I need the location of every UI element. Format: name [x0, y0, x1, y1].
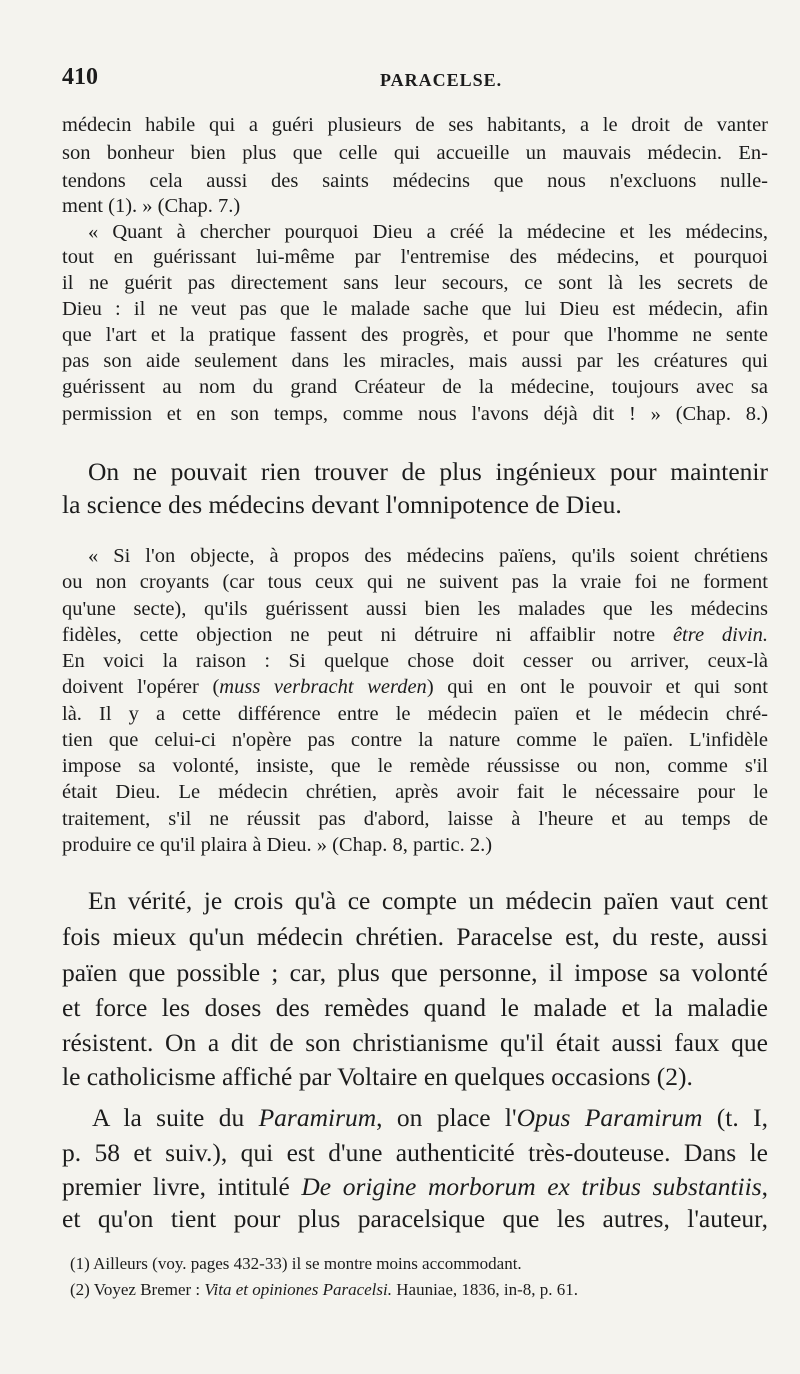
- text-line: il ne guérit pas directement sans leur secours, ce sont là les secrets de: [62, 272, 768, 294]
- text-line: tien que celui-ci n'opère pas contre la nature comme le païen. L'infidèle: [62, 729, 768, 751]
- text-line: tout en guérissant lui-même par l'entremise des médecins, et pourquoi: [62, 246, 768, 268]
- text-line: que l'art et la pratique fassent des progrès, et pour que l'homme ne sente: [62, 324, 768, 346]
- text-line: fois mieux qu'un médecin chrétien. Paracelse est, du reste, aussi: [62, 922, 768, 951]
- page-number: 410: [62, 64, 98, 90]
- text-line: et qu'on tient pour plus paracelsique que les autres, l'auteur,: [62, 1204, 768, 1233]
- text-line: son bonheur bien plus que celle qui accueille un mauvais médecin. En-: [62, 142, 768, 164]
- footnote-2: [70, 1280, 578, 1300]
- text-line: et force les doses des remèdes quand le malade et la maladie: [62, 993, 768, 1022]
- text-line: Dieu : il ne veut pas que le malade sache que lui Dieu est médecin, afin: [62, 298, 768, 320]
- text-line: médecin habile qui a guéri plusieurs de ses habitants, a le droit de vanter: [62, 114, 768, 136]
- text-span: A la suite du: [92, 1103, 259, 1132]
- text-line: produire ce qu'il plaira à Dieu. » (Chap. 8, partic. 2.): [62, 834, 493, 856]
- text-line: païen que possible ; car, plus que personne, il impose sa volonté: [62, 958, 768, 987]
- text-line: ment (1). » (Chap. 7.): [62, 195, 241, 217]
- text-line: En voici la raison : Si quelque chose doit cesser ou arriver, ceux-là: [62, 650, 768, 672]
- text-line: la science des médecins devant l'omnipotence de Dieu.: [62, 490, 622, 519]
- text-line: était Dieu. Le médecin chrétien, après avoir fait le nécessaire pour le: [62, 781, 768, 803]
- italic-term: muss verbracht werden: [219, 676, 427, 698]
- text-line: p. 58 et suiv.), qui est d'une authenticité très-douteuse. Dans le: [62, 1138, 768, 1167]
- text-span: ,: [761, 1172, 769, 1201]
- text-line: ou non croyants (car tous ceux qui ne suivent pas la vraie foi ne forment: [62, 571, 768, 593]
- text-span: Hauniae, 1836, in-8, p. 61.: [392, 1280, 579, 1299]
- text-span: (2) Voyez Bremer :: [70, 1280, 205, 1299]
- text-line: le catholicisme affiché par Voltaire en quelques occasions (2).: [62, 1062, 693, 1091]
- text-line: là. Il y a cette différence entre le médecin païen et le médecin chré-: [62, 703, 768, 725]
- running-title: PARACELSE.: [380, 70, 503, 90]
- italic-title: Opus Paramirum: [516, 1103, 703, 1132]
- text-line: résistent. On a dit de son christianisme qu'il était aussi faux que: [62, 1028, 768, 1057]
- text-line: tendons cela aussi des saints médecins que nous n'excluons nulle-: [62, 170, 768, 192]
- text-line: pas son aide seulement dans les miracles, mais aussi par les créatures qui: [62, 350, 768, 372]
- text-line: traitement, s'il ne réussit pas d'abord, laisse à l'heure et au temps de: [62, 808, 768, 830]
- text-span: (t. I,: [702, 1103, 768, 1132]
- text-span: doivent l'opérer (: [62, 676, 220, 698]
- italic-title: Vita et opiniones Paracelsi.: [204, 1280, 392, 1299]
- text-line: En vérité, je crois qu'à ce compte un médecin païen vaut cent: [88, 886, 768, 915]
- text-line: On ne pouvait rien trouver de plus ingénieux pour maintenir: [88, 457, 768, 486]
- text-line: [62, 676, 768, 699]
- text-line: guérissent au nom du grand Créateur de la médecine, toujours avec sa: [62, 376, 768, 398]
- text-span: fidèles, cette objection ne peut ni détruire ni affaiblir notre: [62, 624, 673, 646]
- text-span: ) qui en ont le pouvoir et qui sont: [426, 676, 769, 698]
- footnote-1: (1) Ailleurs (voy. pages 432-33) il se montre moins accommodant.: [70, 1254, 522, 1273]
- text-span: , on place l': [376, 1103, 517, 1132]
- text-line: impose sa volonté, insiste, que le remède réussisse ou non, comme s'il: [62, 755, 768, 777]
- text-line: « Si l'on objecte, à propos des médecins païens, qu'ils soient chrétiens: [88, 545, 768, 567]
- text-span: premier livre, intitulé: [62, 1172, 302, 1201]
- italic-title: Paramirum: [258, 1103, 377, 1132]
- italic-term: être divin.: [672, 624, 768, 646]
- text-line: [62, 1172, 768, 1202]
- text-line: qu'une secte), qu'ils guérissent aussi bien les malades que les médecins: [62, 598, 768, 620]
- text-line: [92, 1103, 768, 1133]
- text-line: permission et en son temps, comme nous l'avons déjà dit ! » (Chap. 8.): [62, 403, 768, 425]
- text-line: [62, 624, 768, 647]
- page-header: [62, 64, 762, 94]
- text-line: « Quant à chercher pourquoi Dieu a créé la médecine et les médecins,: [88, 221, 768, 243]
- italic-title: De origine morborum ex tribus substantiis: [301, 1172, 762, 1201]
